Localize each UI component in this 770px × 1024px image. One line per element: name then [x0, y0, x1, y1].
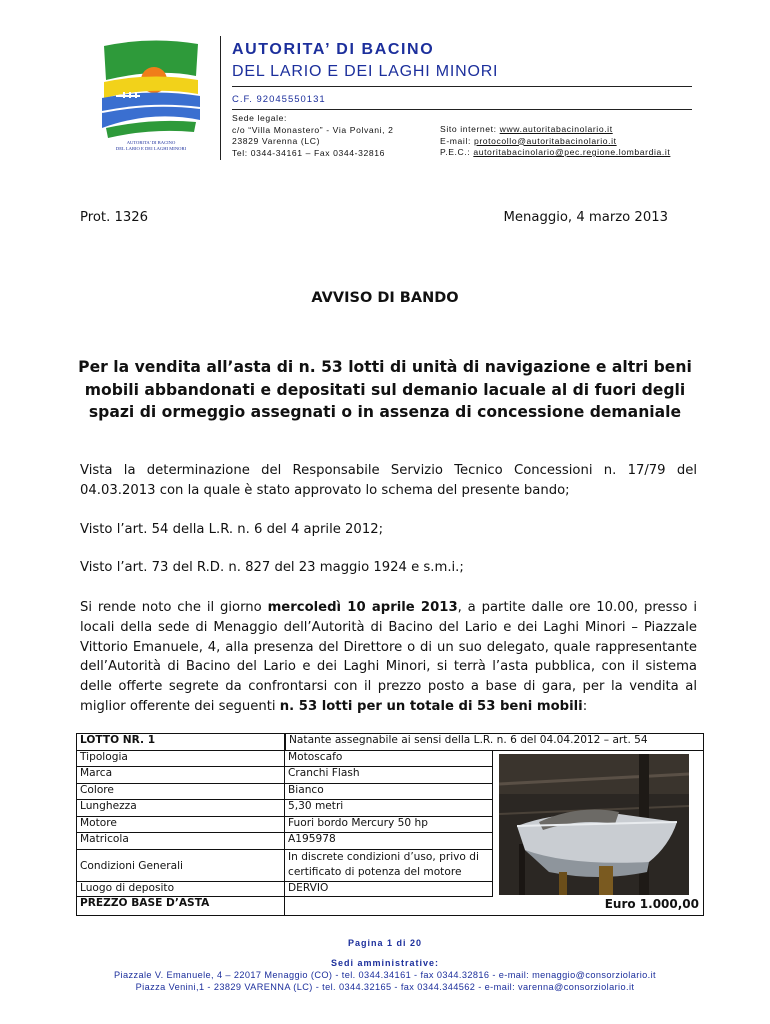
lot-row-label: Lunghezza	[77, 800, 285, 817]
lot-row-label: Matricola	[77, 833, 285, 850]
paragraph-determinazione: Vista la determinazione del Responsabile Servizio Tecnico Concessioni n. 17/79 del 04.03.2013 con la quale è stato approvato lo schema del presente bando;	[80, 463, 697, 498]
org-name: AUTORITA’ DI BACINO	[232, 41, 435, 58]
lot-row-label: Tipologia	[77, 751, 285, 767]
deposit-value: DERVIO	[285, 882, 493, 897]
lot-row-value: Cranchi Flash	[285, 767, 493, 784]
deposit-label: Luogo di deposito	[77, 882, 285, 897]
org-subtitle: DEL LARIO E DEI LAGHI MINORI	[232, 63, 499, 80]
boat-photo	[499, 754, 689, 895]
lot-header-label: LOTTO NR. 1	[77, 734, 285, 751]
base-price-value: Euro 1.000,00	[604, 897, 699, 911]
office-address-varenna: Piazza Venini,1 - 23829 VARENNA (LC) - tel. 0344.32165 - fax 0344.344562 - e-mail: varenna@consorziolario.it	[135, 982, 635, 992]
paragraph-lr: Visto l’art. 54 della L.R. n. 6 del 4 aprile 2012;	[80, 522, 384, 537]
tax-code: C.F. 92045550131	[232, 94, 326, 105]
base-price-label: PREZZO BASE D’ASTA	[77, 897, 285, 915]
lot-row-value: 5,30 metri	[285, 800, 493, 817]
svg-text:DEL LARIO E DEI LAGHI MINORI: DEL LARIO E DEI LAGHI MINORI	[115, 146, 187, 151]
lot-row-label: Marca	[77, 767, 285, 784]
header-divider	[220, 36, 221, 160]
lots-total: n. 53 lotti per un totale di 53 beni mobili	[279, 698, 583, 714]
lot-row-value: Motoscafo	[285, 751, 493, 767]
office-address-menaggio: Piazzale V. Emanuele, 4 – 22017 Menaggio (CO) - tel. 0344.34161 - fax 0344.32816 - e-mail: menaggio@consorziolario.it	[114, 970, 656, 980]
page-number: Pagina 1 di 20	[347, 938, 423, 948]
protocol-number: Prot. 1326	[80, 210, 149, 225]
lot-row-label: Motore	[77, 817, 285, 833]
document-subject: Per la vendita all’asta di n. 53 lotti di unità di navigazione e altri beni mobili abbandonati e depositati sul demanio lacuale al di fuori degli spazi di ormeggio assegnati o in assenza di concessione demaniale	[78, 358, 692, 421]
lot-row-value: Bianco	[285, 784, 493, 800]
header-rule-2	[232, 109, 692, 110]
document-title: AVVISO DI BANDO	[311, 290, 459, 306]
document-date: Menaggio, 4 marzo 2013	[503, 210, 668, 225]
auction-date: mercoledì 10 aprile 2013	[267, 600, 458, 615]
contact-info: Sito internet: www.autoritabacinolario.it E-mail: protocollo@autoritabacinolario.it P.E.C.: autoritabacinolario@pec.regione.lombardia.it	[440, 124, 671, 157]
header-rule	[232, 86, 692, 87]
pec-link[interactable]: autoritabacinolario@pec.regione.lombardia.it	[473, 147, 671, 157]
lot-row-label: Colore	[77, 784, 285, 800]
authority-logo	[96, 36, 206, 154]
paragraph-rd: Visto l’art. 73 del R.D. n. 827 del 23 maggio 1924 e s.m.i.;	[80, 560, 464, 575]
lot-header-value: Natante assegnabile ai sensi della L.R. n. 6 del 04.04.2012 – art. 54	[285, 734, 703, 751]
paragraph-announcement: Si rende noto che il giorno mercoledì 10 aprile 2013, a partite dalle ore 10.00, presso i locali della sede di Menaggio dell’Autorità di Bacino del Lario e dei Laghi Minori – Piazzale Vittorio Emanuele, 4, alla presenza del Direttore o di un suo delegato, quale rappresentante dell’Autorità di Bacino del Lario e dei Laghi Minori, si terrà l’asta pubblica, con il sistema delle offerte segrete da confrontarsi con il prezzo posto a base di gara, per la vendita al miglior offerente dei seguenti n. 53 lotti per un totale di 53 beni mobili:	[80, 600, 697, 714]
email-link[interactable]: protocollo@autoritabacinolario.it	[473, 135, 617, 146]
offices-heading: Sedi amministrative:	[330, 958, 440, 968]
website-link[interactable]: www.autoritabacinolario.it	[499, 124, 613, 134]
lot-table	[76, 733, 704, 916]
lot-row-value: A195978	[285, 833, 493, 850]
conditions-label: Condizioni Generali	[77, 850, 285, 882]
conditions-value: In discrete condizioni d’uso, privo di certificato di potenza del motore	[285, 850, 493, 882]
lot-row-value: Fuori bordo Mercury 50 hp	[285, 817, 493, 833]
logo-text: AUTORITA' DI BACINO	[126, 140, 176, 145]
legal-address: Sede legale: c/o “Villa Monastero” - Via Polvani, 2 23829 Varenna (LC) Tel: 0344-34161 – Fax 0344-32816	[232, 113, 394, 158]
